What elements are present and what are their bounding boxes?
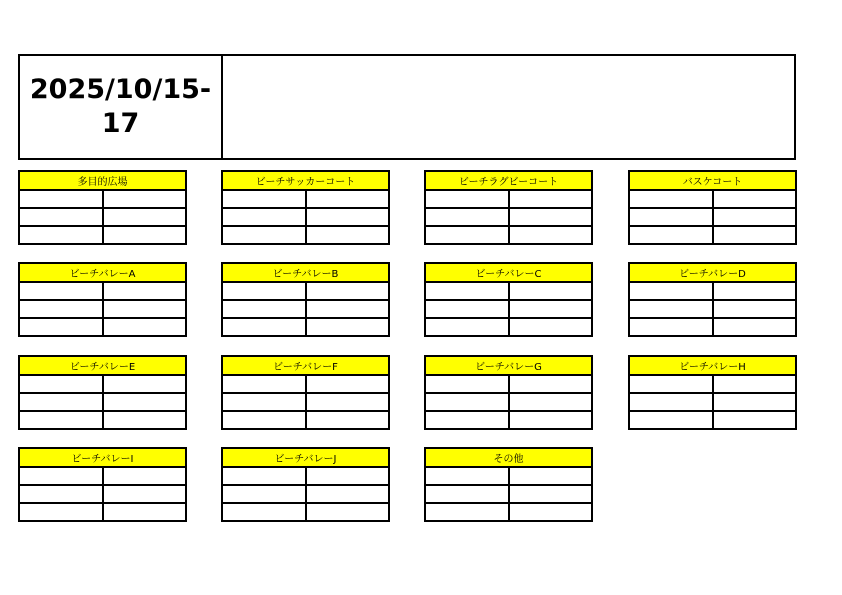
- venue-cell[interactable]: [630, 283, 714, 299]
- venue-cell[interactable]: [307, 376, 389, 392]
- venue-cell[interactable]: [223, 319, 307, 335]
- venue-cell[interactable]: [426, 486, 510, 502]
- venue-cell[interactable]: [223, 486, 307, 502]
- venue-cell[interactable]: [104, 301, 186, 317]
- venue-row: [630, 191, 795, 209]
- venue-title: その他: [426, 449, 591, 468]
- venue-cell[interactable]: [510, 319, 592, 335]
- venue-cell[interactable]: [426, 412, 510, 428]
- venue-cell[interactable]: [426, 209, 510, 225]
- venue-table: [628, 170, 797, 245]
- venue-cell[interactable]: [630, 227, 714, 243]
- venue-cell[interactable]: [223, 283, 307, 299]
- venue-row: [426, 394, 591, 412]
- venue-cell[interactable]: [307, 319, 389, 335]
- venue-table: [18, 170, 187, 245]
- venue-table: [628, 355, 797, 430]
- venue-row: [20, 394, 185, 412]
- venue-cell[interactable]: [714, 319, 796, 335]
- venue-row: [20, 283, 185, 301]
- venue-cell[interactable]: [223, 227, 307, 243]
- memo-cell[interactable]: [223, 56, 794, 158]
- venue-cell[interactable]: [104, 283, 186, 299]
- venue-row: [630, 283, 795, 301]
- venue-row: [426, 227, 591, 243]
- venue-cell[interactable]: [307, 191, 389, 207]
- venue-cell[interactable]: [426, 283, 510, 299]
- venue-row: [20, 227, 185, 243]
- venue-cell[interactable]: [20, 394, 104, 410]
- venue-row: [426, 468, 591, 486]
- venue-row: [20, 209, 185, 227]
- venue-cell[interactable]: [223, 504, 307, 520]
- venue-cell[interactable]: [307, 283, 389, 299]
- venue-cell[interactable]: [307, 412, 389, 428]
- venue-cell[interactable]: [426, 394, 510, 410]
- venue-cell[interactable]: [307, 227, 389, 243]
- venue-row: [223, 283, 388, 301]
- venue-row: [630, 301, 795, 319]
- venue-cell[interactable]: [104, 412, 186, 428]
- venue-cell[interactable]: [510, 191, 592, 207]
- venue-row: [426, 376, 591, 394]
- venue-table: [221, 447, 390, 522]
- venue-row: [630, 394, 795, 412]
- venue-cell[interactable]: [223, 412, 307, 428]
- venue-table: [18, 262, 187, 337]
- venue-title: バスケコート: [630, 172, 795, 191]
- venue-table: [628, 262, 797, 337]
- venue-row: [20, 319, 185, 335]
- venue-cell[interactable]: [223, 468, 307, 484]
- venue-cell[interactable]: [307, 468, 389, 484]
- venue-cell[interactable]: [20, 209, 104, 225]
- venue-table: [18, 447, 187, 522]
- venue-title: ビーチバレーB: [223, 264, 388, 283]
- venue-row: [223, 319, 388, 335]
- event-date: 2025/10/15-17: [29, 74, 212, 139]
- venue-row: [20, 486, 185, 504]
- venue-cell[interactable]: [714, 283, 796, 299]
- venue-cell[interactable]: [714, 301, 796, 317]
- venue-cell[interactable]: [20, 486, 104, 502]
- venue-row: [426, 319, 591, 335]
- venue-cell[interactable]: [307, 209, 389, 225]
- venue-cell[interactable]: [426, 319, 510, 335]
- venue-cell[interactable]: [630, 191, 714, 207]
- venue-cell[interactable]: [20, 376, 104, 392]
- venue-row: [426, 486, 591, 504]
- venue-cell[interactable]: [223, 394, 307, 410]
- venue-cell[interactable]: [426, 227, 510, 243]
- venue-cell[interactable]: [510, 301, 592, 317]
- venue-title: ビーチバレーF: [223, 357, 388, 376]
- venue-title: ビーチバレーC: [426, 264, 591, 283]
- venue-title: ビーチバレーD: [630, 264, 795, 283]
- venue-cell[interactable]: [223, 376, 307, 392]
- venue-cell[interactable]: [20, 301, 104, 317]
- venue-table: [424, 447, 593, 522]
- venue-cell[interactable]: [20, 468, 104, 484]
- venue-table: [221, 262, 390, 337]
- venue-row: [630, 227, 795, 243]
- venue-row: [426, 209, 591, 227]
- venue-row: [20, 191, 185, 209]
- venue-row: [630, 412, 795, 428]
- venue-title: ビーチバレーA: [20, 264, 185, 283]
- venue-cell[interactable]: [223, 209, 307, 225]
- venue-row: [20, 376, 185, 394]
- venue-cell[interactable]: [714, 191, 796, 207]
- venue-row: [426, 504, 591, 520]
- venue-cell[interactable]: [104, 319, 186, 335]
- venue-cell[interactable]: [20, 283, 104, 299]
- venue-cell[interactable]: [307, 486, 389, 502]
- venue-cell[interactable]: [630, 319, 714, 335]
- venue-title: ビーチバレーG: [426, 357, 591, 376]
- venue-row: [426, 283, 591, 301]
- venue-cell[interactable]: [223, 191, 307, 207]
- venue-row: [630, 319, 795, 335]
- venue-cell[interactable]: [307, 394, 389, 410]
- venue-table: [221, 355, 390, 430]
- venue-cell[interactable]: [510, 227, 592, 243]
- venue-cell[interactable]: [426, 468, 510, 484]
- venue-title: ビーチラグビーコート: [426, 172, 591, 191]
- venue-row: [20, 504, 185, 520]
- venue-cell[interactable]: [104, 504, 186, 520]
- venue-cell[interactable]: [426, 504, 510, 520]
- venue-row: [223, 486, 388, 504]
- venue-cell[interactable]: [714, 412, 796, 428]
- venue-cell[interactable]: [104, 191, 186, 207]
- venue-cell[interactable]: [510, 209, 592, 225]
- venue-cell[interactable]: [20, 319, 104, 335]
- venue-row: [20, 301, 185, 319]
- venue-row: [223, 209, 388, 227]
- venue-table: [424, 355, 593, 430]
- venue-cell[interactable]: [714, 376, 796, 392]
- venue-title: ビーチバレーI: [20, 449, 185, 468]
- venue-cell[interactable]: [223, 301, 307, 317]
- venue-row: [223, 227, 388, 243]
- venue-cell[interactable]: [714, 209, 796, 225]
- venue-cell[interactable]: [510, 394, 592, 410]
- venue-row: [426, 191, 591, 209]
- venue-cell[interactable]: [630, 376, 714, 392]
- venue-row: [223, 394, 388, 412]
- venue-row: [426, 412, 591, 428]
- venue-cell[interactable]: [630, 301, 714, 317]
- venue-cell[interactable]: [510, 412, 592, 428]
- venue-cell[interactable]: [426, 376, 510, 392]
- venue-title: ビーチサッカーコート: [223, 172, 388, 191]
- venue-cell[interactable]: [630, 412, 714, 428]
- venue-cell[interactable]: [104, 486, 186, 502]
- venue-cell[interactable]: [307, 301, 389, 317]
- venue-row: [630, 209, 795, 227]
- venue-cell[interactable]: [714, 227, 796, 243]
- venue-table: [424, 262, 593, 337]
- venue-row: [630, 376, 795, 394]
- venue-row: [223, 412, 388, 428]
- venue-cell[interactable]: [426, 301, 510, 317]
- venue-cell[interactable]: [104, 394, 186, 410]
- venue-cell[interactable]: [714, 394, 796, 410]
- venue-row: [20, 412, 185, 428]
- venue-table: [424, 170, 593, 245]
- venue-title: ビーチバレーE: [20, 357, 185, 376]
- venue-title: ビーチバレーJ: [223, 449, 388, 468]
- date-cell: [20, 56, 223, 158]
- venue-cell[interactable]: [630, 209, 714, 225]
- venue-title: 多目的広場: [20, 172, 185, 191]
- venue-cell[interactable]: [510, 376, 592, 392]
- venue-row: [223, 504, 388, 520]
- venue-cell[interactable]: [307, 504, 389, 520]
- venue-cell[interactable]: [20, 191, 104, 207]
- venue-cell[interactable]: [510, 486, 592, 502]
- venue-cell[interactable]: [20, 504, 104, 520]
- venue-row: [426, 301, 591, 319]
- venue-cell[interactable]: [20, 412, 104, 428]
- venue-row: [223, 191, 388, 209]
- venue-cell[interactable]: [104, 209, 186, 225]
- venue-cell[interactable]: [510, 468, 592, 484]
- venue-title: ビーチバレーH: [630, 357, 795, 376]
- venue-cell[interactable]: [426, 191, 510, 207]
- venue-table: [18, 355, 187, 430]
- venue-table: [221, 170, 390, 245]
- header-box: [18, 54, 796, 160]
- venue-row: [20, 468, 185, 486]
- venue-cell[interactable]: [510, 504, 592, 520]
- venue-row: [223, 376, 388, 394]
- venue-cell[interactable]: [104, 468, 186, 484]
- venue-cell[interactable]: [20, 227, 104, 243]
- venue-row: [223, 468, 388, 486]
- venue-cell[interactable]: [630, 394, 714, 410]
- venue-cell[interactable]: [510, 283, 592, 299]
- venue-row: [223, 301, 388, 319]
- venue-cell[interactable]: [104, 227, 186, 243]
- venue-cell[interactable]: [104, 376, 186, 392]
